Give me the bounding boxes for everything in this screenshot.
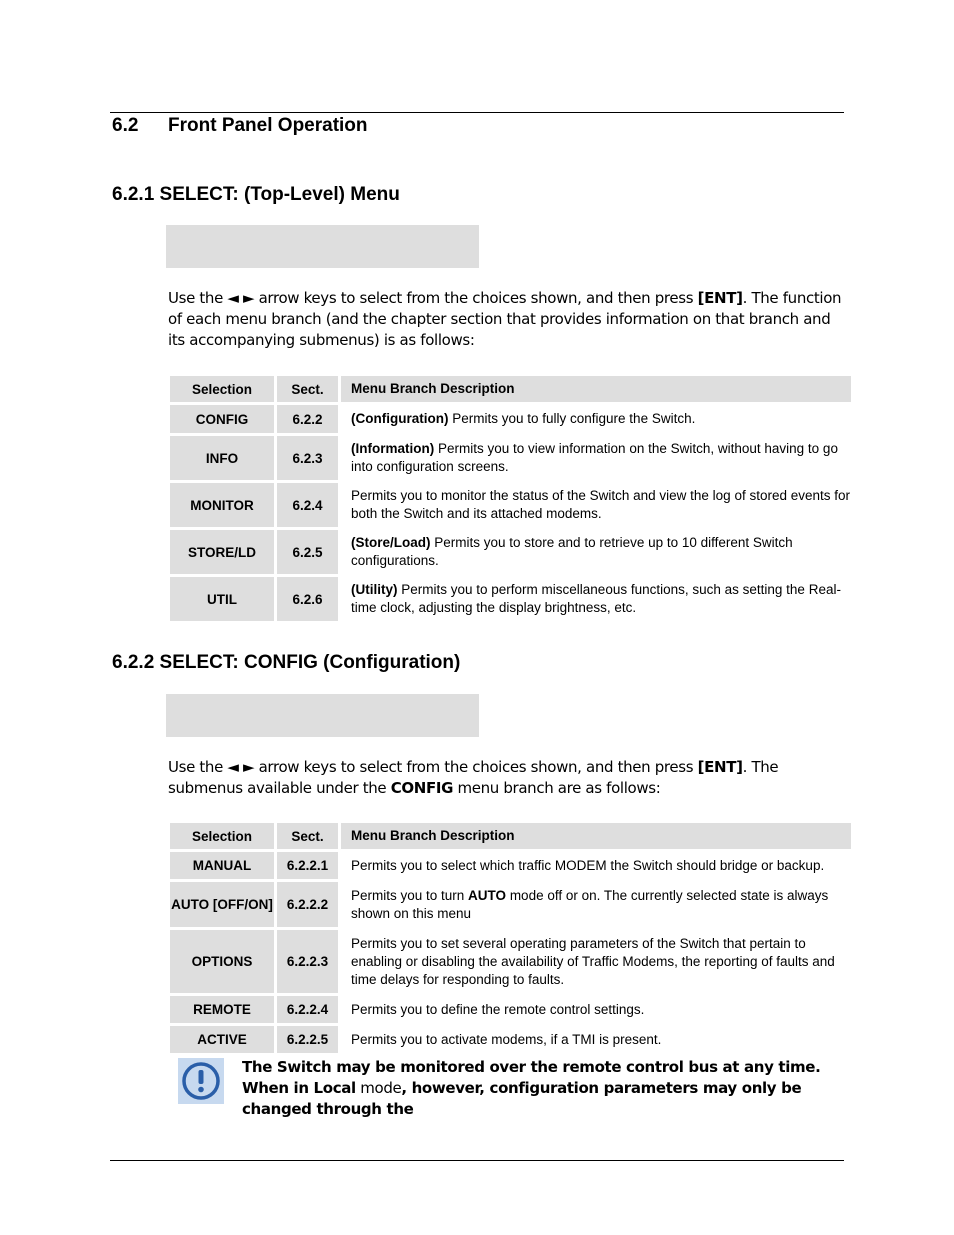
table-row: OPTIONS 6.2.2.3 Permits you to set several operating parameters of the Switch that pertain to enabling or disabling the availability of Traffic Modems, the reporting of faults and time delays for responding to faults. [170, 930, 851, 993]
section-heading-6-2-1: 6.2.1 SELECT: (Top-Level) Menu [112, 184, 400, 205]
section-title: Front Panel Operation [168, 115, 368, 136]
section-number: 6.2 [112, 115, 139, 136]
select-menu-table [167, 373, 854, 624]
header-rule [110, 112, 844, 113]
header-selection: Selection [170, 376, 274, 402]
footer-rule [110, 1160, 844, 1161]
table-row: ACTIVE 6.2.2.5 Permits you to activate modems, if a TMI is present. [170, 1026, 851, 1053]
header-description: Menu Branch Description [341, 376, 851, 402]
lcd-display-placeholder [166, 694, 479, 737]
header-sect: Sect. [277, 823, 338, 849]
table-row: MANUAL 6.2.2.1 Permits you to select which traffic MODEM the Switch should bridge or backup. [170, 852, 851, 879]
header-selection: Selection [170, 823, 274, 849]
lcd-display-placeholder [166, 225, 479, 268]
note-text: The Switch may be monitored over the remote control bus at any time. When in Local mode, however, configuration parameters may only be changed through the [242, 1058, 821, 1118]
table-header-row [170, 823, 851, 849]
table-row: UTIL 6.2.6 (Utility) Permits you to perform miscellaneous functions, such as setting the Real-time clock, adjusting the display brightness, etc. [170, 577, 851, 621]
table-row: INFO 6.2.3 (Information) Permits you to view information on the Switch, without having to go into configuration screens. [170, 436, 851, 480]
config-menu-table [167, 820, 854, 1056]
table-row: MONITOR 6.2.4 Permits you to monitor the status of the Switch and view the log of stored events for both the Switch and its attached modems. [170, 483, 851, 527]
table-header-row [170, 376, 851, 402]
paragraph-select-menu: Use the ◄ ► arrow keys to select from the choices shown, and then press [ENT]. The function of each menu branch (and the chapter section that provides information on that branch and its accompanying submenus) is as follows: [168, 289, 842, 349]
header-description: Menu Branch Description [341, 823, 851, 849]
table-row: CONFIG 6.2.2 (Configuration) Permits you to fully configure the Switch. [170, 405, 851, 433]
important-icon [178, 1058, 224, 1104]
paragraph-config-menu: Use the ◄ ► arrow keys to select from the choices shown, and then press [ENT]. The submenus available under the CONFIG menu branch are as follows: [168, 758, 779, 797]
section-heading-6-2 [112, 115, 368, 137]
section-heading-6-2-2: 6.2.2 SELECT: CONFIG (Configuration) [112, 652, 461, 673]
table-row: REMOTE 6.2.2.4 Permits you to define the remote control settings. [170, 996, 851, 1023]
header-sect: Sect. [277, 376, 338, 402]
table-row: STORE/LD 6.2.5 (Store/Load) Permits you to store and to retrieve up to 10 different Switch configurations. [170, 530, 851, 574]
table-row: AUTO [OFF/ON] 6.2.2.2 Permits you to turn AUTO mode off or on. The currently selected state is always shown on this menu [170, 882, 851, 927]
